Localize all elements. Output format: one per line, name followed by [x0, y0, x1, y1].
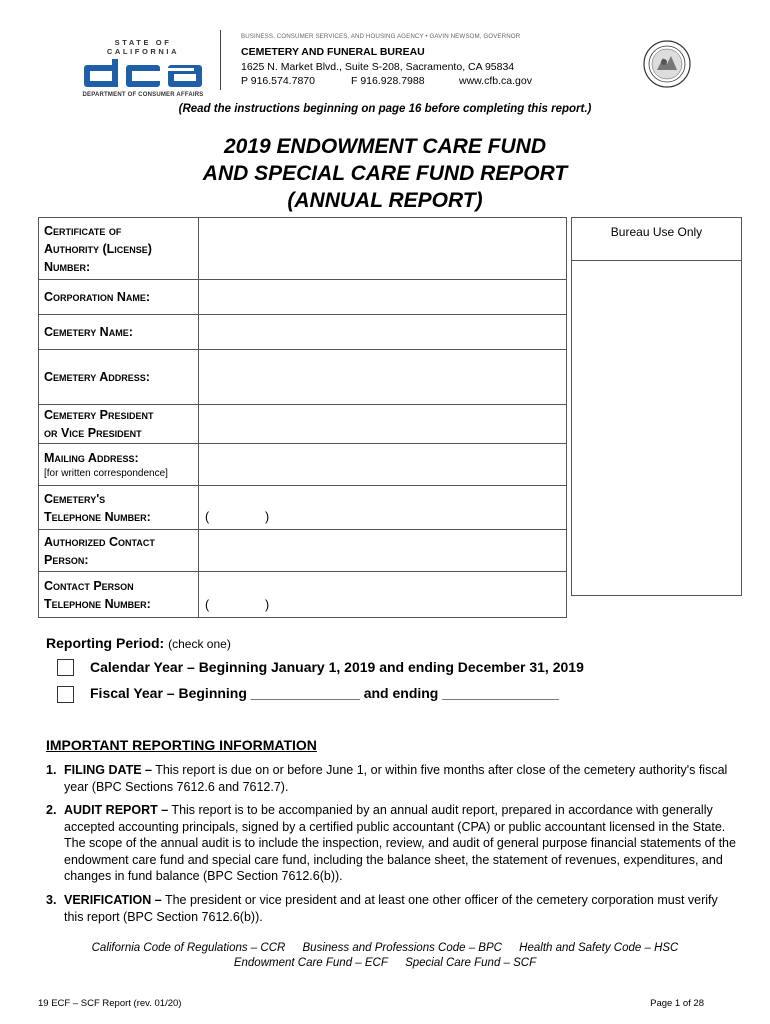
agency-line: BUSINESS, CONSUMER SERVICES, AND HOUSING AGENCY • GAVIN NEWSOM, GOVERNOR	[241, 33, 521, 40]
info-item-filing: 1. FILING DATE – This report is due on or before June 1, or within five months after close of the cemetery authority's fiscal year (BPC Sections 7612.6 and 7612.7).	[46, 763, 728, 794]
president-label: Cemetery President or Vice President	[39, 405, 199, 444]
code-ecf: Endowment Care Fund – ECF	[233, 957, 388, 969]
bureau-phone: P 916.574.7870	[241, 75, 315, 87]
cemetery-phone-label: Cemetery's Telephone Number:	[39, 486, 199, 530]
president-field[interactable]	[199, 405, 567, 444]
corporation-field[interactable]	[199, 280, 567, 315]
bureau-use-label: Bureau Use Only	[572, 218, 741, 261]
authorized-contact-field[interactable]	[199, 530, 567, 572]
important-heading: IMPORTANT REPORTING INFORMATION	[46, 737, 317, 753]
title-line-3: (ANNUAL REPORT)	[287, 189, 483, 212]
certificate-label: Certificate of Authority (License) Number:	[39, 218, 199, 280]
dca-letters-icon	[82, 59, 204, 89]
contact-phone-field[interactable]	[199, 572, 567, 618]
corporation-label: Corporation Name:	[39, 280, 199, 315]
cemetery-address-label: Cemetery Address:	[39, 350, 199, 405]
cemetery-phone-field[interactable]	[199, 486, 567, 530]
form-id: 19 ECF – SCF Report (rev. 01/20)	[38, 998, 182, 1009]
bureau-use-box	[571, 217, 742, 596]
code-abbreviations	[0, 941, 770, 971]
mailing-note: [for written correspondence]	[44, 468, 168, 479]
dca-wordmark	[78, 59, 208, 89]
contact-phone-open-paren: (	[205, 598, 210, 612]
fiscal-year-option: Fiscal Year – Beginning ______________ and ending _______________	[90, 685, 560, 701]
report-title	[0, 133, 770, 214]
bureau-address: 1625 N. Market Blvd., Suite S-208, Sacramento, CA 95834	[241, 61, 515, 73]
calendar-year-option: Calendar Year – Beginning January 1, 2019 and ending December 31, 2019	[90, 659, 584, 675]
cemetery-name-field[interactable]	[199, 315, 567, 350]
code-hsc: Health and Safety Code – HSC	[519, 942, 679, 954]
cemetery-info-table	[38, 217, 567, 618]
authorized-contact-label: Authorized Contact Person:	[39, 530, 199, 572]
bureau-website[interactable]: www.cfb.ca.gov	[459, 75, 532, 87]
title-line-1: 2019 ENDOWMENT CARE FUND	[223, 135, 547, 158]
phone-close-paren: )	[265, 510, 270, 524]
dca-logo	[78, 38, 208, 98]
phone-open-paren: (	[205, 510, 210, 524]
page-number: Page 1 of 28	[650, 998, 704, 1009]
mailing-address-label: Mailing Address: [for written correspondence]	[39, 444, 199, 486]
fiscal-year-checkbox[interactable]	[57, 686, 74, 703]
mailing-address-field[interactable]	[199, 444, 567, 486]
code-scf: Special Care Fund – SCF	[405, 957, 537, 969]
title-line-2: AND SPECIAL CARE FUND REPORT	[202, 162, 568, 185]
code-bpc: Business and Professions Code – BPC	[302, 942, 502, 954]
info-item-verification: 3. VERIFICATION – The president or vice president and at least one other officer of the cemetery corporation must verify this report (BPC Section 7612.6(b)).	[46, 893, 718, 924]
code-ccr: California Code of Regulations – CCR	[91, 942, 286, 954]
cemetery-name-label: Cemetery Name:	[39, 315, 199, 350]
contact-phone-label: Contact Person Telephone Number:	[39, 572, 199, 618]
contact-phone-close-paren: )	[265, 598, 270, 612]
state-of-california-text: STATE OF CALIFORNIA	[106, 38, 180, 56]
bureau-fax: F 916.928.7988	[351, 75, 425, 87]
cemetery-address-field[interactable]	[199, 350, 567, 405]
reporting-period-label: Reporting Period: (check one)	[46, 635, 231, 651]
bureau-name: CEMETERY AND FUNERAL BUREAU	[241, 46, 425, 58]
instruction-note: (Read the instructions beginning on page 16 before completing this report.)	[178, 103, 592, 115]
certificate-field[interactable]	[199, 218, 567, 280]
california-seal-icon	[643, 40, 691, 88]
calendar-year-checkbox[interactable]	[57, 659, 74, 676]
header-divider	[220, 30, 221, 90]
bureau-contact	[241, 75, 532, 87]
reporting-hint: (check one)	[168, 637, 231, 651]
department-text: DEPARTMENT OF CONSUMER AFFAIRS	[82, 92, 204, 98]
info-item-audit: 2. AUDIT REPORT – This report is to be accompanied by an annual audit report, prepared in accordance with generally accepted accounting principals, signed by a certified public accountant (CPA) or public accountant licensed in the State. The scope of the annual audit is to include the inspection, review, and audit of general purpose financial statements of the endowment care fund and special care fund, including the balance sheet, the statement of revenues, expenditures, and changes in fund balance (BPC Section 7612.6(b)).	[46, 803, 736, 883]
